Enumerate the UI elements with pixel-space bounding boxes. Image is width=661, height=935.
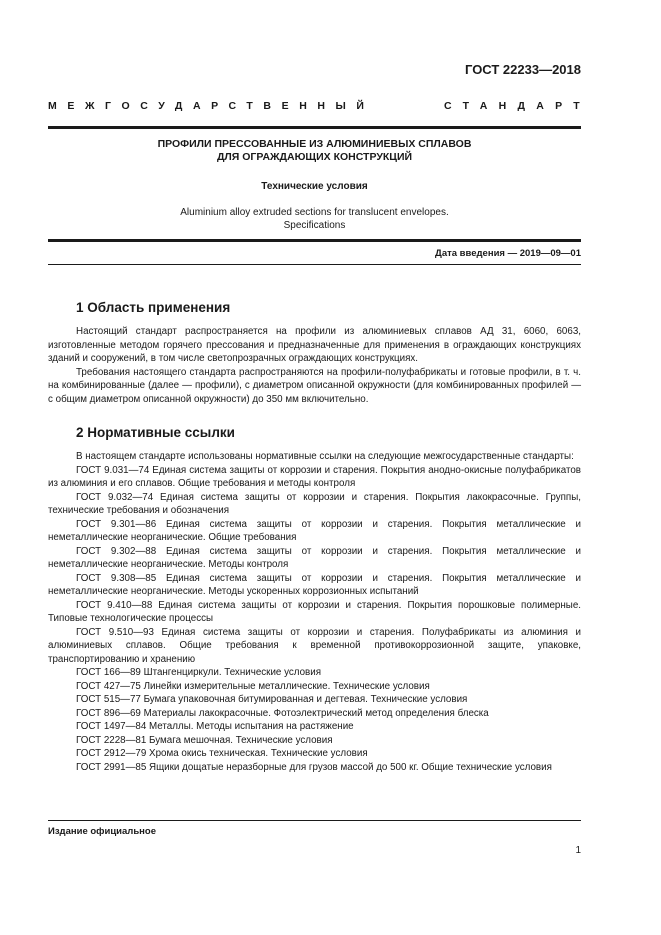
- paragraph: В настоящем стандарте использованы нормативные ссылки на следующие межгосударственные стандарты:: [76, 451, 574, 462]
- paragraph: Настоящий стандарт распространяется на профили из алюминиевых сплавов АД 31, 6060, 6063, изготовленные методом горячего прессования и предназначенные для применения в ограждающих конструкциях зданий и сооружений, в том числе светопрозрачных ограждающих конструкциях.: [48, 326, 581, 364]
- reference-item: ГОСТ 1497—84 Металлы. Методы испытания на растяжение: [76, 721, 354, 732]
- reference-item: ГОСТ 515—77 Бумага упаковочная битумированная и дегтевая. Технические условия: [76, 694, 468, 705]
- interstate-standard-banner: [48, 100, 591, 114]
- introduction-date: Дата введения — 2019—09—01: [435, 248, 581, 259]
- reference-item: ГОСТ 2991—85 Ящики дощатые неразборные для грузов массой до 500 кг. Общие технические условия: [76, 761, 552, 773]
- reference-item: ГОСТ 9.301—86 Единая система защиты от коррозии и старения. Покрытия металлические и неметаллические неорганические. Общие требования: [48, 518, 581, 543]
- reference-item: ГОСТ 166—89 Штангенциркули. Технические условия: [76, 667, 322, 678]
- section-body-references: [48, 450, 581, 774]
- reference-item: ГОСТ 9.510—93 Единая система защиты от коррозии и старения. Полуфабрикаты из алюминия и алюминиевых сплавов. Общие требования к временной противокоррозионной защите, упаковке, транспортированию и хранению: [48, 626, 581, 665]
- interstate-word: МЕЖГОСУДАРСТВЕННЫЙ: [48, 100, 375, 112]
- page-number: 1: [575, 845, 581, 856]
- standard-word: СТАНДАРТ: [444, 100, 591, 112]
- reference-item: ГОСТ 427—75 Линейки измерительные металлические. Технические условия: [76, 680, 430, 692]
- reference-item: ГОСТ 9.302—88 Единая система защиты от коррозии и старения. Покрытия металлические и неметаллические неорганические. Методы контроля: [48, 545, 581, 570]
- reference-item: ГОСТ 2912—79 Хрома окись техническая. Технические условия: [76, 748, 368, 759]
- date-rule: [48, 264, 581, 265]
- footer-rule: [48, 820, 581, 821]
- reference-item: ГОСТ 896—69 Материалы лакокрасочные. Фотоэлектрический метод определения блеска: [76, 707, 489, 719]
- reference-item: ГОСТ 9.031—74 Единая система защиты от коррозии и старения. Покрытия анодно-окисные полуфабрикатов из алюминия и его сплавов. Общие требования и методы контроля: [48, 464, 581, 489]
- reference-item: ГОСТ 2228—81 Бумага мешочная. Технические условия: [76, 734, 333, 746]
- title-line: ПРОФИЛИ ПРЕССОВАННЫЕ ИЗ АЛЮМИНИЕВЫХ СПЛАВОВ: [157, 138, 472, 150]
- document-title: [48, 138, 581, 164]
- paragraph: Требования настоящего стандарта распространяются на профили-полуфабрикаты и готовые профили, в т. ч. на комбинированные (далее — профили), с диаметром описанной окружности (для комбинированных профилей — с общим диаметром описанной окружности) до 350 мм включительно.: [48, 366, 581, 405]
- english-title: [48, 206, 581, 232]
- title-rule: [48, 239, 581, 242]
- official-edition-label: Издание официальное: [48, 826, 156, 837]
- title-line: ДЛЯ ОГРАЖДАЮЩИХ КОНСТРУКЦИЙ: [216, 151, 413, 163]
- section-heading-scope: 1 Область применения: [76, 300, 231, 315]
- standard-code: ГОСТ 22233—2018: [465, 62, 581, 77]
- english-title-line: Specifications: [283, 220, 346, 231]
- section-heading-references: 2 Нормативные ссылки: [76, 425, 235, 440]
- reference-item: ГОСТ 9.308—85 Единая система защиты от коррозии и старения. Покрытия металлические и неметаллические неорганические. Методы ускоренных коррозионных испытаний: [48, 572, 581, 597]
- document-subtitle: Технические условия: [261, 181, 368, 192]
- reference-item: ГОСТ 9.032—74 Единая система защиты от коррозии и старения. Покрытия лакокрасочные. Группы, технические требования и обозначения: [48, 491, 581, 516]
- header-rule: [48, 126, 581, 129]
- reference-item: ГОСТ 9.410—88 Единая система защиты от коррозии и старения. Покрытия порошковые полимерные. Типовые технологические процессы: [48, 599, 581, 624]
- english-title-line: Aluminium alloy extruded sections for translucent envelopes.: [180, 207, 449, 218]
- section-body-scope: [48, 325, 581, 406]
